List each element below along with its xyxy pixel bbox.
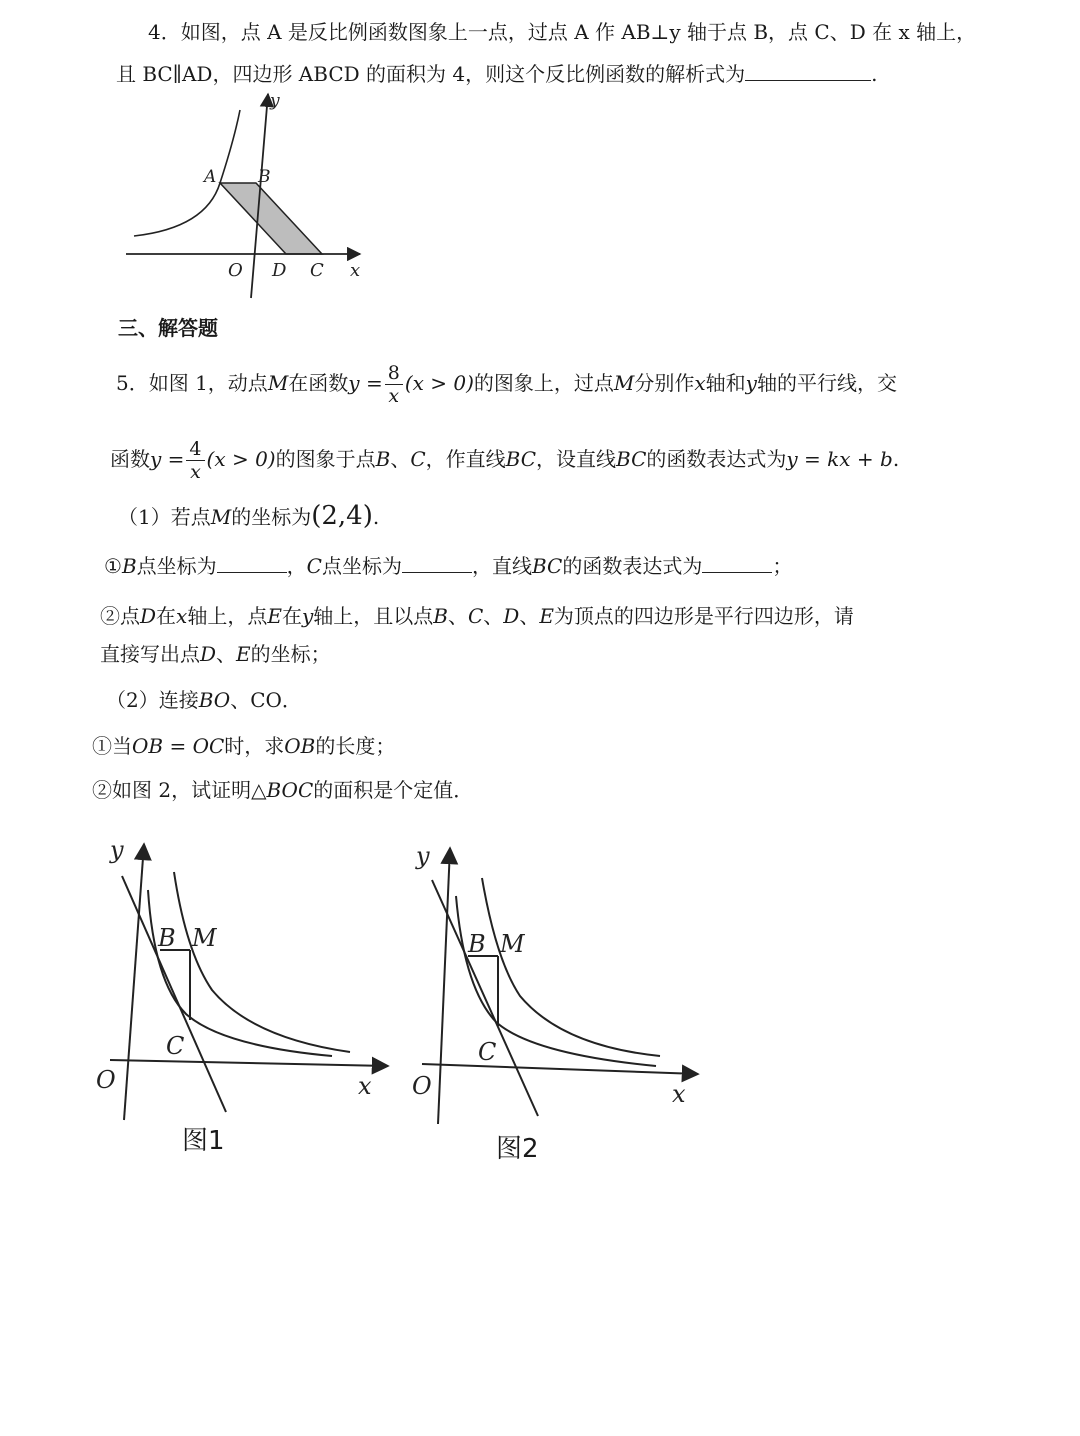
q4-label-O: O xyxy=(228,260,243,281)
q5-part-2-sub-2: ②如图 2，试证明△BOC的面积是个定值． xyxy=(92,778,474,802)
figure-1-caption: 图1 xyxy=(182,1126,225,1156)
q4-label-B: B xyxy=(258,167,271,187)
q4-line-2: 且 BC∥AD，四边形 ABCD 的面积为 4，则这个反比例函数的解析式为 . xyxy=(116,62,878,86)
fig1-label-O: O xyxy=(96,1066,116,1094)
q5-part-2-sub-1: ①当OB = OC时，求OB的长度； xyxy=(92,734,396,758)
fig1-label-B: B xyxy=(158,924,176,952)
figure-2-caption: 图2 xyxy=(496,1134,539,1164)
c-coordinate-blank[interactable] xyxy=(402,554,472,573)
q5-part-1: （1）若点M的坐标为(2,4). xyxy=(118,501,380,531)
q4-label-A: A xyxy=(204,167,217,187)
fig2-label-O: O xyxy=(412,1072,432,1100)
q4-label-x: x xyxy=(350,260,361,281)
fig1-x-axis xyxy=(110,1060,388,1066)
fig1-line-bc xyxy=(122,876,226,1112)
q4-label-y: y xyxy=(270,91,280,111)
q4-label-D: D xyxy=(272,260,287,281)
fig1-label-y: y xyxy=(110,836,124,864)
fig2-label-M: M xyxy=(500,930,525,958)
fig2-label-y: y xyxy=(416,842,430,870)
fig1-label-M: M xyxy=(192,924,217,952)
q4-line-1 xyxy=(148,18,976,46)
q5-part-2: （2）连接BO、CO． xyxy=(106,688,302,712)
fig2-curve-y8x xyxy=(482,878,660,1056)
answer-blank[interactable] xyxy=(745,62,871,81)
fig1-label-C: C xyxy=(166,1032,185,1060)
fig2-label-C: C xyxy=(478,1038,497,1066)
q5-sub-2-cont: 直接写出点D、E的坐标； xyxy=(100,642,331,666)
q4-hyperbola xyxy=(134,110,240,236)
fraction-8-over-x: $\frac{8}{x}$ xyxy=(385,362,403,407)
figure-2 xyxy=(410,842,710,1152)
fig2-label-B: B xyxy=(468,930,486,958)
fig2-label-x: x xyxy=(672,1080,686,1108)
q5-sub-2: ②点D在x轴上，点E在y轴上，且以点B、C、D、E为顶点的四边形是平行四边形，请 xyxy=(100,604,854,628)
q4-label-C: C xyxy=(310,260,324,281)
q5-line-2: 函数y = $\frac{4}{x}$ (x > 0)的图象于点B、C，作直线BC，设直线BC的函数表达式为y = kx + b. xyxy=(110,438,900,483)
b-coordinate-blank[interactable] xyxy=(217,554,287,573)
q4-figure xyxy=(120,88,380,308)
fraction-4-over-x: $\frac{4}{x}$ xyxy=(186,438,204,483)
q4-parallelogram xyxy=(220,183,322,254)
bc-expression-blank[interactable] xyxy=(702,554,772,573)
section-title: 三、解答题 xyxy=(118,316,218,340)
q4-text-1: 4．如图，点 A 是反比例函数图象上一点，过点 A 作 AB⊥y 轴于点 B，点 C、D 在 x 轴上， xyxy=(148,20,977,44)
q5-line-1: 5．如图 1，动点M在函数y = $\frac{8}{x}$ (x > 0)的图象上，过点M分别作x轴和y轴的平行线，交 xyxy=(116,362,897,407)
fig1-label-x: x xyxy=(358,1072,372,1100)
fig2-y-axis xyxy=(438,848,450,1124)
q5-sub-1: ①B点坐标为 ，C点坐标为 ，直线BC的函数表达式为 ； xyxy=(104,554,793,578)
fig2-x-axis xyxy=(422,1064,698,1074)
figure-1 xyxy=(92,838,392,1148)
q4-text-2: 且 BC∥AD，四边形 ABCD 的面积为 4，则这个反比例函数的解析式为 xyxy=(116,62,746,86)
